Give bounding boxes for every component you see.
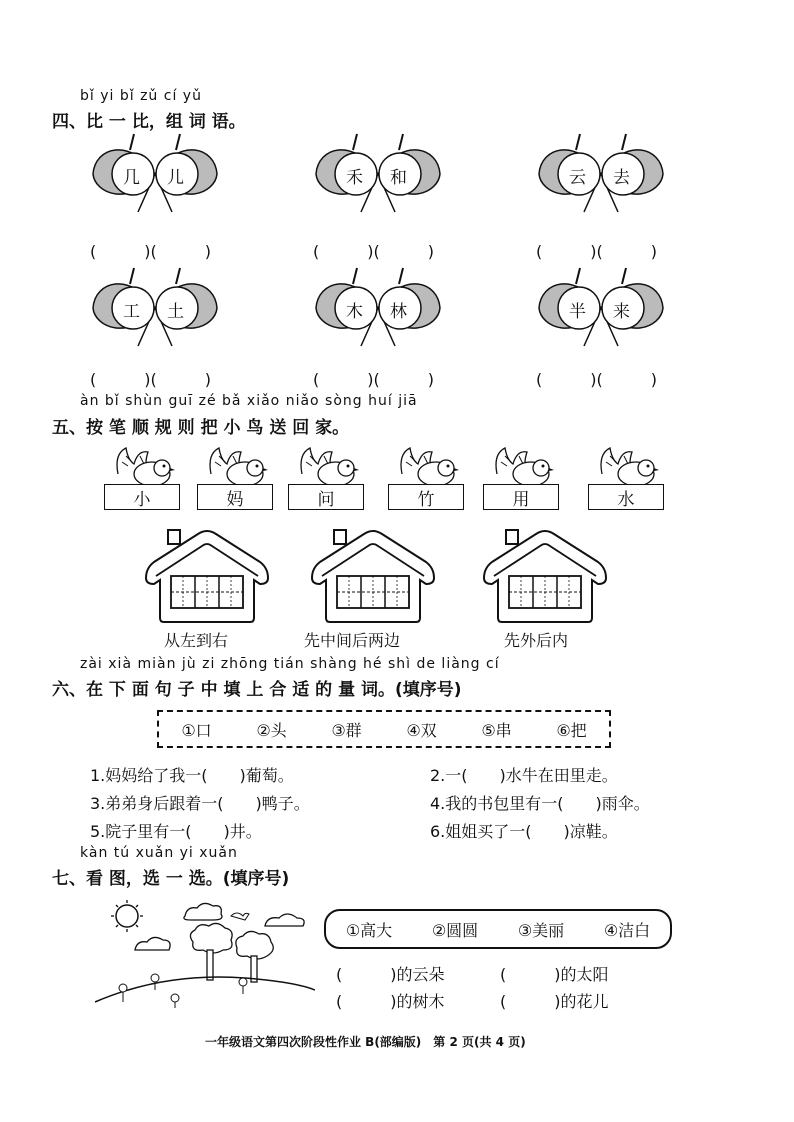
sentence-1[interactable]: 1.妈妈给了我一( )葡萄。: [90, 766, 294, 785]
choice-item: ①口: [181, 720, 212, 740]
bird-icon: [288, 444, 366, 488]
bird-item[interactable]: [483, 444, 561, 514]
bird-label: 小: [104, 484, 180, 510]
house-icon: [308, 528, 438, 624]
choice-item: ③群: [331, 720, 362, 740]
fill-item-flowers[interactable]: ( )的花儿: [500, 992, 609, 1011]
leaf-pair-2: [313, 132, 443, 214]
answer-blank[interactable]: ( )( ): [90, 242, 211, 261]
bird-item[interactable]: [588, 444, 666, 514]
sec4-heading: 四、比 一 比，组 词 语。: [52, 112, 246, 132]
adjective-choices: [324, 909, 672, 949]
leaf-pair-4: [90, 266, 220, 348]
bird-icon: [197, 444, 275, 488]
bird-label: 水: [588, 484, 664, 510]
sec5-heading: 五、按 笔 顺 规 则 把 小 鸟 送 回 家。: [52, 418, 350, 438]
leaf-char-left: 工: [123, 302, 140, 322]
choice-item: ②圆圆: [431, 920, 479, 940]
page-footer: 一年级语文第四次阶段性作业 B(部编版) 第 2 页(共 4 页): [205, 1035, 526, 1049]
bird-label: 竹: [388, 484, 464, 510]
sec7-heading: 七、看 图，选 一 选。(填序号): [52, 869, 290, 889]
leaf-char-right: 林: [390, 302, 407, 322]
house-label: 先中间后两边: [304, 631, 401, 650]
bird-label: 问: [288, 484, 364, 510]
fill-item-sun[interactable]: ( )的太阳: [500, 965, 609, 984]
cloud-icon: [184, 903, 222, 920]
answer-blank[interactable]: ( )( ): [313, 242, 434, 261]
leaf-char-left: 禾: [346, 168, 363, 188]
choice-item: ③美丽: [517, 920, 565, 940]
sentence-6[interactable]: 6.姐姐买了一( )凉鞋。: [430, 822, 618, 841]
choice-item: ⑥把: [556, 720, 587, 740]
fill-item-trees[interactable]: ( )的树木: [336, 992, 445, 1011]
sun-icon: [111, 900, 143, 932]
leaf-char-left: 云: [569, 168, 586, 188]
sec4-pinyin: bǐ yi bǐ zǔ cí yǔ: [80, 88, 202, 104]
leaf-char-right: 儿: [167, 168, 184, 188]
sec6-pinyin: zài xià miàn jù zi zhōng tián shàng hé shì de liàng cí: [80, 656, 500, 672]
leaf-pair-3: [536, 132, 666, 214]
bird-item[interactable]: [388, 444, 466, 514]
choice-item: ④双: [406, 720, 437, 740]
house-label: 从左到右: [164, 631, 229, 650]
choice-item: ②头: [256, 720, 287, 740]
sec6-heading: 六、在 下 面 句 子 中 填 上 合 适 的 量 词。(填序号): [52, 680, 462, 700]
fill-item-clouds[interactable]: ( )的云朵: [336, 965, 445, 984]
leaf-pair-5: [313, 266, 443, 348]
sec5-pinyin: àn bǐ shùn guī zé bǎ xiǎo niǎo sòng huí jiā: [80, 393, 418, 409]
tree-icon: [190, 923, 273, 982]
answer-blank[interactable]: ( )( ): [90, 370, 211, 389]
house-icon: [480, 528, 610, 624]
answer-blank[interactable]: ( )( ): [536, 370, 657, 389]
measure-word-choices: [157, 710, 611, 748]
bird-label: 妈: [197, 484, 273, 510]
leaf-char-right: 土: [167, 302, 184, 322]
leaf-char-left: 半: [569, 302, 586, 322]
sentence-3[interactable]: 3.弟弟身后跟着一( )鸭子。: [90, 794, 310, 813]
bird-icon: [483, 444, 561, 488]
sentence-4[interactable]: 4.我的书包里有一( )雨伞。: [430, 794, 650, 813]
leaf-char-left: 木: [346, 302, 363, 322]
house: [480, 528, 610, 650]
house: [304, 528, 438, 650]
leaf-char-right: 来: [613, 302, 630, 322]
bird-item[interactable]: [104, 444, 182, 514]
bird-icon: [588, 444, 666, 488]
leaf-pair-icon: [536, 132, 666, 214]
bird-item[interactable]: [288, 444, 366, 514]
choice-item: ①高大: [345, 920, 393, 940]
house-icon: [142, 528, 272, 624]
leaf-pair-6: [536, 266, 666, 348]
answer-blank[interactable]: ( )( ): [313, 370, 434, 389]
house: [142, 528, 272, 650]
bird-icon: [388, 444, 466, 488]
bird-item[interactable]: [197, 444, 275, 514]
leaf-pair-icon: [90, 266, 220, 348]
house-label: 先外后内: [504, 631, 569, 650]
sec7-pinyin: kàn tú xuǎn yi xuǎn: [80, 845, 238, 861]
choice-item: ⑤串: [481, 720, 512, 740]
sentence-5[interactable]: 5.院子里有一( )井。: [90, 822, 262, 841]
leaf-pair-icon: [313, 132, 443, 214]
answer-blank[interactable]: ( )( ): [536, 242, 657, 261]
leaf-pair-1: [90, 132, 220, 214]
leaf-pair-icon: [536, 266, 666, 348]
cloud-icon: [265, 914, 304, 926]
leaf-pair-icon: [313, 266, 443, 348]
bird-icon: [104, 444, 182, 488]
leaf-char-right: 去: [613, 168, 630, 188]
leaf-pair-icon: [90, 132, 220, 214]
sentence-2[interactable]: 2.一( )水牛在田里走。: [430, 766, 618, 785]
cloud-icon: [135, 937, 170, 950]
leaf-char-left: 几: [123, 168, 140, 188]
landscape-picture: [95, 898, 315, 1010]
bird-label: 用: [483, 484, 559, 510]
choice-item: ④洁白: [603, 920, 651, 940]
leaf-char-right: 和: [390, 168, 407, 188]
